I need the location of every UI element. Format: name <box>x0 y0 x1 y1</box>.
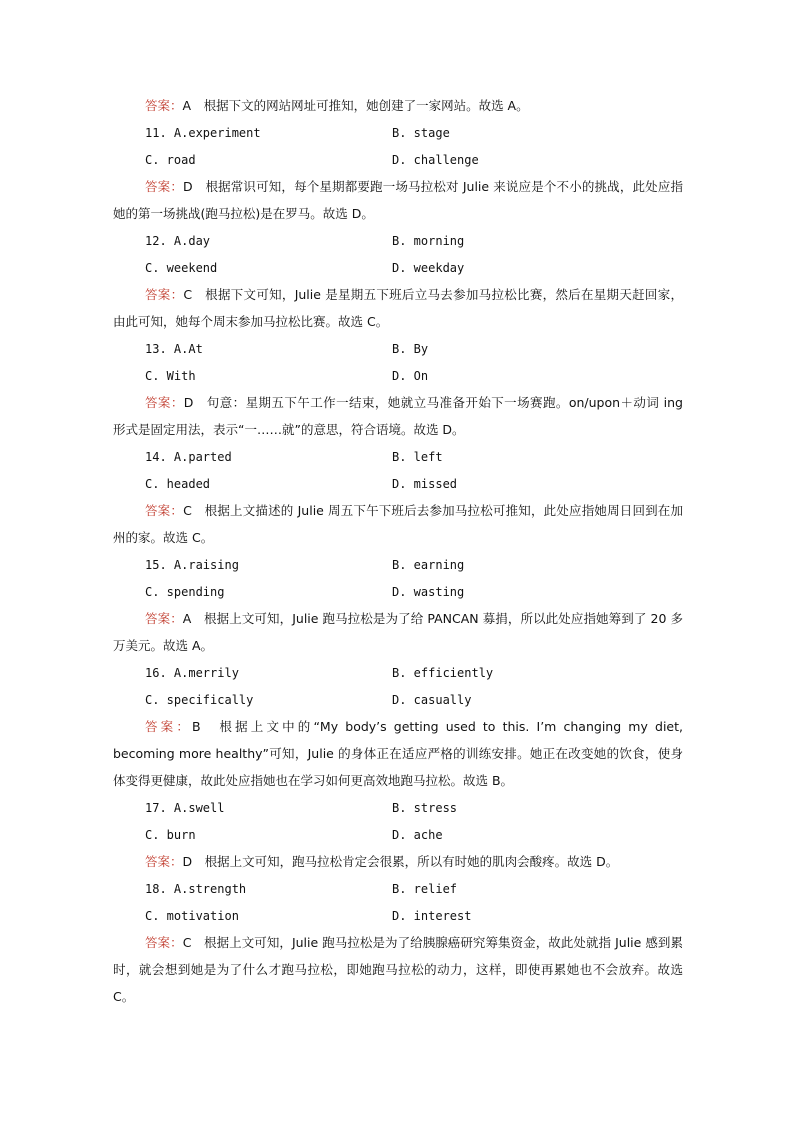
answer-text: B 根据上文中的“My body’s getting used to this. I’m changing my diet, becoming more healthy”可知，Julie 的身体正在适应严格的训练安排。她正在改变她的饮食，使身体变得更健康，故此处应指她也在学习如何更高效地跑马拉松。故选 B。 <box>113 719 683 788</box>
option-left: 17. A.swell <box>145 800 225 815</box>
option-row <box>113 875 683 902</box>
option-row <box>113 551 683 578</box>
answer-label: 答案： <box>145 611 183 626</box>
option-right: D. wasting <box>392 584 465 599</box>
option-right: B. morning <box>392 233 465 248</box>
answer-key-page <box>113 92 683 1010</box>
option-row <box>113 227 683 254</box>
option-row <box>113 686 683 713</box>
answer-label: 答案： <box>145 935 183 950</box>
option-left: C. road <box>145 152 196 167</box>
answer-paragraph <box>113 497 683 551</box>
option-right: B. earning <box>392 557 465 572</box>
option-right: B. stress <box>392 800 458 815</box>
answer-label: 答案： <box>145 854 183 869</box>
answer-text: D 句意：星期五下午工作一结束，她就立马准备开始下一场赛跑。on/upon＋动词 ing 形式是固定用法，表示“一……就”的意思，符合语境。故选 D。 <box>113 395 683 437</box>
option-right: D. casually <box>392 692 472 707</box>
option-row <box>113 470 683 497</box>
answer-text: C 根据上文描述的 Julie 周五下午下班后去参加马拉松可推知，此处应指她周日回到在加州的家。故选 C。 <box>113 503 683 545</box>
option-right: D. ache <box>392 827 443 842</box>
option-left: C. burn <box>145 827 196 842</box>
answer-paragraph <box>113 605 683 659</box>
option-row <box>113 578 683 605</box>
option-left: C. headed <box>145 476 211 491</box>
answer-label: 答案： <box>145 287 184 302</box>
option-right: D. missed <box>392 476 458 491</box>
answer-paragraph <box>113 92 683 119</box>
option-right: B. stage <box>392 125 450 140</box>
option-left: C. specifically <box>145 692 254 707</box>
answer-paragraph <box>113 173 683 227</box>
answer-label: 答案： <box>145 98 183 113</box>
option-left: 16. A.merrily <box>145 665 239 680</box>
option-left: C. spending <box>145 584 225 599</box>
option-right: D. On <box>392 368 429 383</box>
option-left: 15. A.raising <box>145 557 239 572</box>
option-row <box>113 254 683 281</box>
option-row <box>113 362 683 389</box>
option-left: 11. A.experiment <box>145 125 261 140</box>
answer-label: 答案： <box>145 503 184 518</box>
option-right: B. By <box>392 341 429 356</box>
option-left: 18. A.strength <box>145 881 247 896</box>
option-row <box>113 146 683 173</box>
answer-text: C 根据下文可知，Julie 是星期五下班后立马去参加马拉松比赛，然后在星期天赶回家，由此可知，她每个周末参加马拉松比赛。故选 C。 <box>113 287 683 329</box>
option-row <box>113 821 683 848</box>
answer-text: C 根据上文可知，Julie 跑马拉松是为了给胰腺癌研究筹集资金，故此处就指 Julie 感到累时，就会想到她是为了什么才跑马拉松，即她跑马拉松的动力，这样，即使再累她也不会放弃。故选 C。 <box>113 935 683 1004</box>
option-row <box>113 794 683 821</box>
option-left: C. weekend <box>145 260 218 275</box>
answer-label: 答案： <box>145 719 193 734</box>
option-row <box>113 902 683 929</box>
option-left: 12. A.day <box>145 233 211 248</box>
answer-text: D 根据上文可知，跑马拉松肯定会很累，所以有时她的肌肉会酸疼。故选 D。 <box>182 854 619 869</box>
option-right: B. left <box>392 449 443 464</box>
option-left: C. motivation <box>145 908 239 923</box>
option-left: 14. A.parted <box>145 449 232 464</box>
option-row <box>113 119 683 146</box>
answer-paragraph <box>113 848 683 875</box>
option-right: D. challenge <box>392 152 479 167</box>
answer-paragraph <box>113 389 683 443</box>
answer-text: A 根据上文可知，Julie 跑马拉松是为了给 PANCAN 募捐，所以此处应指她筹到了 20 多万美元。故选 A。 <box>113 611 683 653</box>
option-right: D. interest <box>392 908 472 923</box>
option-right: D. weekday <box>392 260 465 275</box>
answer-label: 答案： <box>145 179 183 194</box>
answer-text: D 根据常识可知，每个星期都要跑一场马拉松对 Julie 来说应是个不小的挑战，此处应指她的第一场挑战(跑马拉松)是在罗马。故选 D。 <box>113 179 683 221</box>
answer-paragraph <box>113 281 683 335</box>
option-left: 13. A.At <box>145 341 203 356</box>
option-left: C. With <box>145 368 196 383</box>
option-row <box>113 443 683 470</box>
option-right: B. relief <box>392 881 458 896</box>
option-row <box>113 659 683 686</box>
option-row <box>113 335 683 362</box>
answer-text: A 根据下文的网站网址可推知，她创建了一家网站。故选 A。 <box>182 98 529 113</box>
answer-label: 答案： <box>145 395 184 410</box>
answer-paragraph <box>113 713 683 794</box>
option-right: B. efficiently <box>392 665 494 680</box>
answer-paragraph <box>113 929 683 1010</box>
